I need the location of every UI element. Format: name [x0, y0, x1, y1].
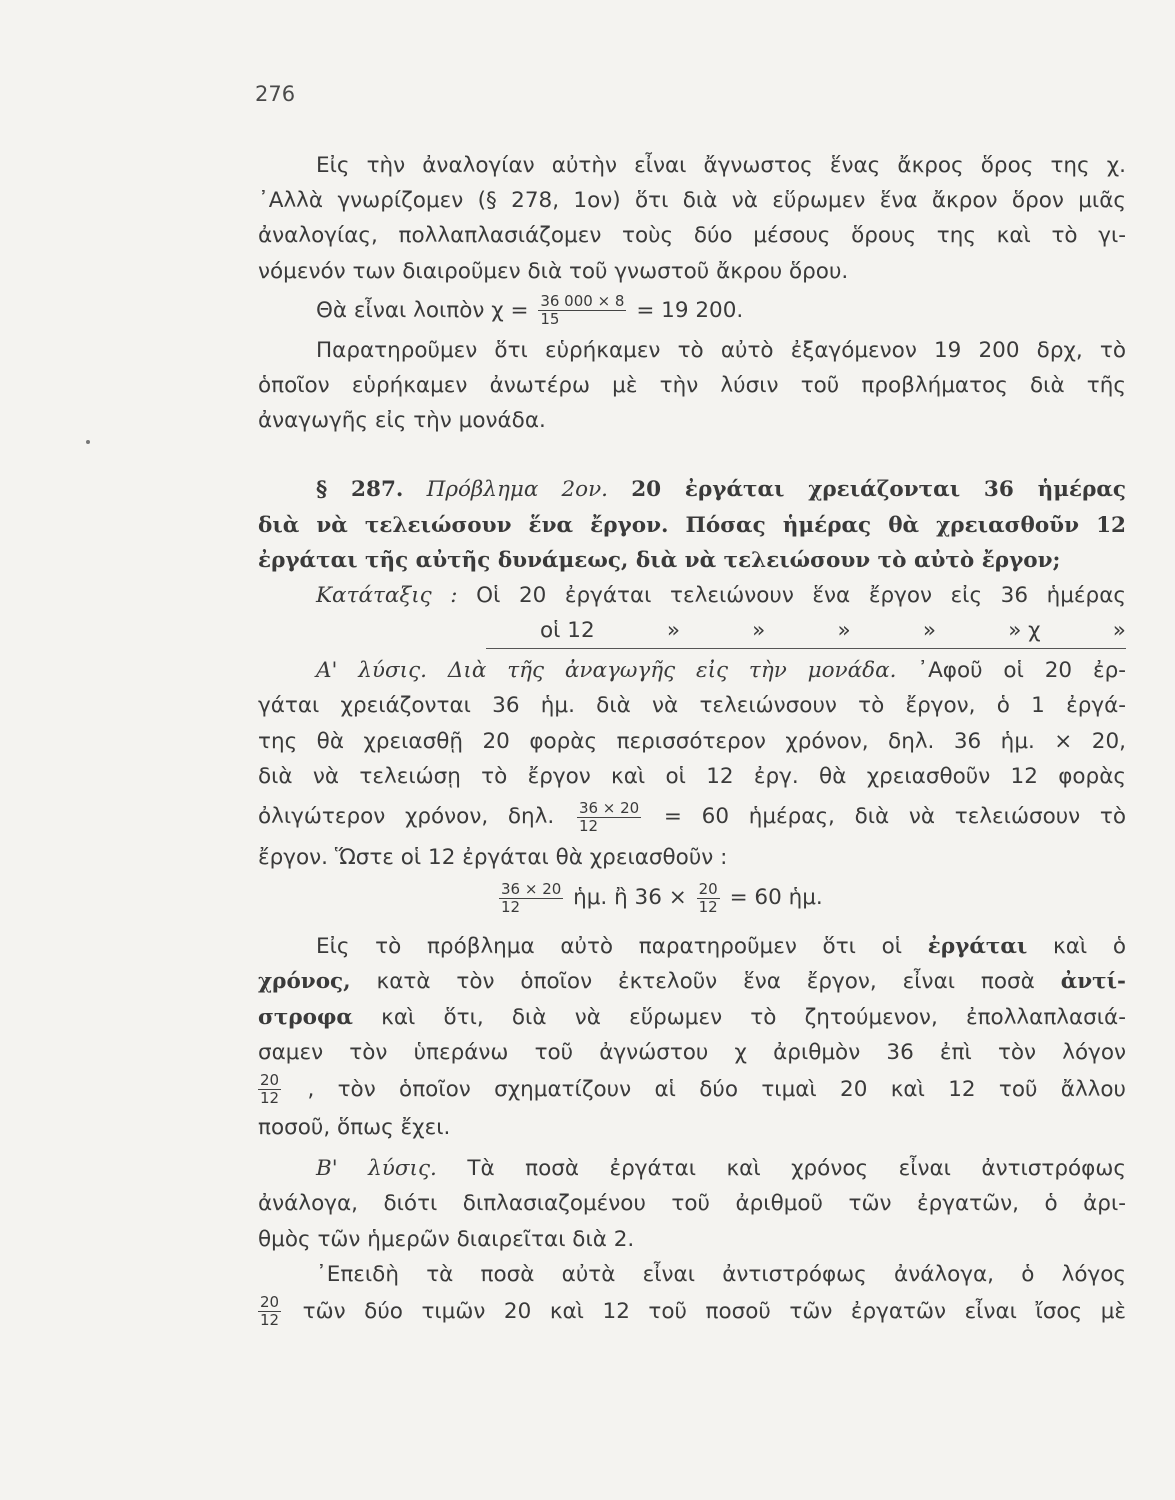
- text-line: ἔργον. Ὥστε οἱ 12 ἐργάται θὰ χρειασθοῦν :: [258, 845, 728, 870]
- text-span: , τὸν ὁποῖον σχηματίζουν αἱ δύο τιμαὶ 20 καὶ 12 τοῦ ἄλλου: [307, 1076, 1126, 1102]
- bold-term: ἐργάται: [927, 934, 1028, 960]
- section-number: § 287.: [316, 477, 404, 503]
- text-line: ὁποῖον εὑρήκαμεν ἀνωτέρω μὲ τὴν λύσιν τοῦ προβλήματος διὰ τῆς: [258, 372, 1126, 398]
- bold-term: στροφα: [258, 1004, 353, 1030]
- fraction: [499, 881, 563, 916]
- solution-a-heading: [258, 653, 1126, 688]
- fraction: [258, 1294, 281, 1329]
- solution-b-heading: [258, 1151, 1126, 1186]
- eq-prefix: Θὰ εἶναι λοιπὸν χ =: [316, 297, 529, 323]
- eq-prefix: ὀλιγώτερον χρόνον, δηλ.: [258, 804, 555, 829]
- arrangement-cell: »: [752, 618, 766, 644]
- fraction-numerator: 20: [260, 1293, 280, 1312]
- text-line: Εἰς τὴν ἀναλογίαν αὐτὴν εἶναι ἄγνωστος ἕνας ἄκρος ὅρος της χ.: [316, 153, 1126, 178]
- equation-line: [258, 875, 1126, 921]
- text-span: καὶ ὁ: [1053, 934, 1127, 960]
- text-line: [258, 964, 1126, 999]
- fraction: [258, 1072, 281, 1107]
- fraction-denominator: 12: [260, 1311, 280, 1330]
- text-span: κατὰ τὸν ὁποῖον ἐκτελοῦν ἕνα ἔργον, εἶναι ποσὰ: [376, 969, 1035, 995]
- problem-title: Πρόβλημα 2ον.: [426, 477, 609, 503]
- text-span: καὶ ὅτι, διὰ νὰ εὕρωμεν τὸ ζητούμενον, ἐπολλαπλασιά-: [381, 1004, 1126, 1030]
- problem-text: 20 ἐργάται χρειάζονται 36 ἡμέρας: [631, 477, 1126, 503]
- solution-label: Α' λύσις.: [316, 658, 427, 684]
- fraction-denominator: 15: [540, 310, 560, 329]
- text-line: γάται χρειάζονται 36 ἡμ. διὰ νὰ τελειώνσουν τὸ ἔργον, ὁ 1 ἐργά-: [258, 693, 1126, 719]
- text-line: θμὸς τῶν ἡμερῶν διαιρεῖται διὰ 2.: [258, 1226, 635, 1252]
- arrangement-cell: »: [837, 618, 851, 644]
- text-span: τῶν δύο τιμῶν 20 καὶ 12 τοῦ ποσοῦ τῶν ἐργατῶν εἶναι ἴσος μὲ: [302, 1298, 1126, 1324]
- text-line: ᾿Επειδὴ τὰ ποσὰ αὐτὰ εἶναι ἀντιστρόφως ἀνάλογα, ὁ λόγος: [316, 1261, 1126, 1287]
- fraction: [577, 800, 641, 835]
- eq-middle: ἡμ. ἢ 36 ×: [573, 885, 687, 911]
- text-line: ἀνάλογα, διότι διπλασιαζομένου τοῦ ἀριθμοῦ τῶν ἐργατῶν, ὁ ἀρι-: [258, 1191, 1126, 1217]
- arrangement-label: Κατάταξις :: [316, 582, 458, 608]
- margin-dot: [86, 440, 90, 444]
- text-line: [258, 1000, 1126, 1035]
- arrangement-text: Οἱ 20 ἐργάται τελειώνουν ἕνα ἔργον εἰς 36 ἡμέρας: [476, 582, 1126, 608]
- fraction-numerator: 36 × 20: [501, 879, 562, 898]
- equation-line: [258, 794, 1126, 840]
- divider-rule: [486, 648, 1126, 649]
- arrangement-cell: οἱ 12: [540, 618, 595, 644]
- eq-result: = 19 200.: [636, 297, 744, 323]
- text-line: [258, 929, 1126, 964]
- equation-line: [258, 1292, 1126, 1332]
- arrangement-row: [258, 578, 1126, 613]
- eq-result: = 60 ἡμέρας, διὰ νὰ τελειώσουν τὸ: [663, 804, 1126, 829]
- fraction-numerator: 36 × 20: [578, 798, 640, 817]
- fraction-numerator: 36 000 × 8: [540, 292, 625, 311]
- arrangement-cell: »: [666, 618, 680, 644]
- solution-text: ᾿Αφοῦ οἱ 20 ἐρ-: [917, 658, 1126, 684]
- fraction: [538, 293, 626, 328]
- text-line: Παρατηροῦμεν ὅτι εὑρήκαμεν τὸ αὐτὸ ἐξαγόμενον 19 200 δρχ, τὸ: [316, 337, 1126, 363]
- text-line: ᾿Αλλὰ γνωρίζομεν (§ 278, 1ον) ὅτι διὰ νὰ εὕρωμεν ἕνα ἄκρον ὅρον μιᾶς: [258, 188, 1126, 214]
- arrangement-row-2: [258, 613, 1126, 648]
- fraction: [697, 881, 720, 916]
- fraction-denominator: 12: [698, 897, 718, 916]
- problem-line: διὰ νὰ τελειώσουν ἕνα ἔργον. Πόσας ἡμέρας θὰ χρειασθοῦν 12: [258, 512, 1126, 538]
- fraction-numerator: 20: [260, 1071, 280, 1090]
- text-line: ἀναγωγῆς εἰς τὴν μονάδα.: [258, 408, 546, 434]
- equation-line: [258, 289, 1126, 333]
- bold-term: ἀντί-: [1060, 969, 1126, 995]
- fraction-numerator: 20: [698, 879, 718, 898]
- text-line: σαμεν τὸν ὑπεράνω τοῦ ἀγνώστου χ ἀριθμὸν 36 ἐπὶ τὸν λόγον: [258, 1039, 1126, 1065]
- problem-line: ἐργάται τῆς αὐτῆς δυνάμεως, διὰ νὰ τελειώσουν τὸ αὐτὸ ἔργον;: [258, 547, 1061, 573]
- equation-line: [258, 1070, 1126, 1110]
- text-line: διὰ νὰ τελειώσῃ τὸ ἔργον καὶ οἱ 12 ἐργ. θὰ χρειασθοῦν 12 φορὰς: [258, 763, 1126, 789]
- text-line: της θὰ χρειασθῇ 20 φορὰς περισσότερον χρόνον, δηλ. 36 ἡμ. × 20,: [258, 728, 1126, 754]
- arrangement-cell: » χ: [1008, 618, 1041, 644]
- text-line: νόμενόν των διαιροῦμεν διὰ τοῦ γνωστοῦ ἄκρου ὅρου.: [258, 258, 849, 284]
- text-line: ποσοῦ, ὅπως ἔχει.: [258, 1114, 451, 1140]
- problem-heading: [258, 472, 1126, 507]
- eq-result: = 60 ἡμ.: [729, 885, 823, 911]
- arrangement-cell: »: [922, 618, 936, 644]
- fraction-denominator: 12: [578, 816, 599, 835]
- fraction-denominator: 12: [501, 897, 521, 916]
- page-body: [258, 148, 1126, 1332]
- solution-method: Διὰ τῆς ἀναγωγῆς εἰς τὴν μονάδα.: [447, 658, 897, 684]
- bold-term: χρόνος,: [258, 969, 351, 995]
- text-span: Εἰς τὸ πρόβλημα αὐτὸ παρατηροῦμεν ὅτι οἱ: [316, 934, 903, 960]
- solution-label: Β' λύσις.: [316, 1156, 437, 1182]
- solution-text: Τὰ ποσὰ ἐργάται καὶ χρόνος εἶναι ἀντιστρόφως: [467, 1156, 1126, 1182]
- fraction-denominator: 12: [260, 1089, 280, 1108]
- page-number: 276: [255, 82, 296, 106]
- text-line: ἀναλογίας, πολλαπλασιάζομεν τοὺς δύο μέσους ὅρους της καὶ τὸ γι-: [258, 223, 1126, 249]
- arrangement-cell: »: [1112, 618, 1126, 644]
